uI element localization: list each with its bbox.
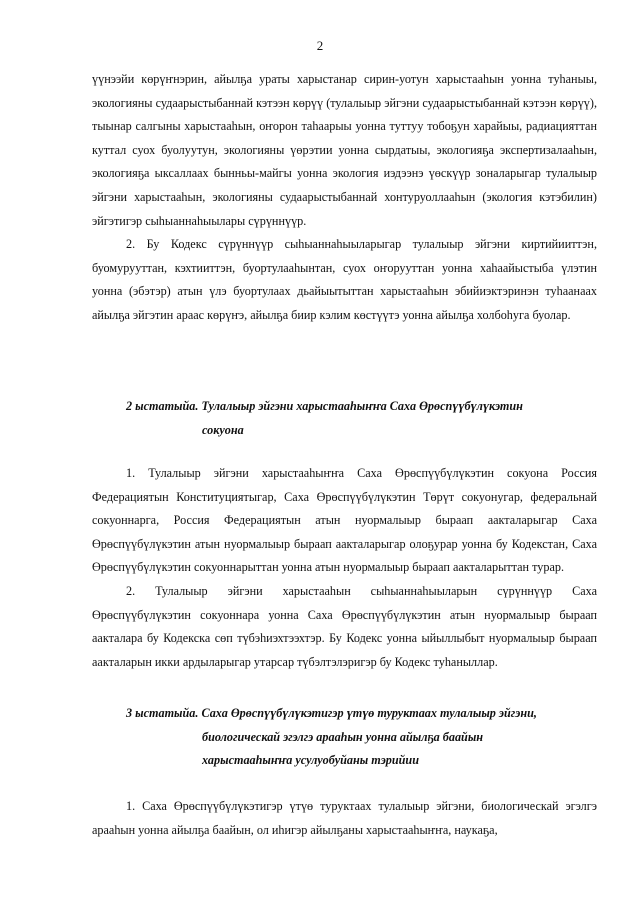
paragraph: үүнээйи көрүҥнэрин, айылҕа ураты харыстанар сирин-уотун харыстааһын уонна туһаныы, экологияны судаарыстыбаннай кэтээн көрүү (тулалыыр эйгэни судаарыстыбаннай кэтээн көрүү), тыынар салгыны харыстааһын, оҥорон таһаарыы уонна туттуу тобоҕун харайыы, радиацияттан куттал суох буолуутун, экологияны үөрэтии уонна сырдатыы, экологияҕа экспертизалааһын, экологияҕа ыксаллаах бынньы-майгы уонна экология иэдээнэ үөскүүр зоналарыгар тулалыыр эйгэни харыстааһын, экологияны судаарыстыбаннай хонтуруоллааһын (экология кэтэбилин) эйгэтигэр сыһыаннаһыылары сүрүннүүр. xyxy=(92,72,597,228)
paragraph: 1. Саха Өрөспүүбүлүкэтигэр үтүө туруктаах тулалыыр эйгэни, биологическай эгэлгэ арааһын уонна айылҕа баайын, ол иһигэр айылҕаны харыстааһыҥҥа, наукаҕа, xyxy=(92,799,597,837)
heading-line: биологическай эгэлгэ арааһын уонна айылҕа баайын xyxy=(202,729,484,744)
heading-line: сокуона xyxy=(202,422,244,437)
article-2-heading xyxy=(92,395,597,442)
paragraph: 2. Тулалыыр эйгэни харыстааһын сыһыаннаһыыларын сүрүннүүр Саха Өрөспүүбүлүкэтин сокуоннара уонна Саха Өрөспүүбүлүкэтин атын нуормалыыр быраап аакталара бу Кодекска сөп түбэһиэхтээхтэр. Бу Кодекс уонна ыйыллыбыт нуормалыыр быраап аакталарын икки ардыларыгар утарсар түбэлтэлэригэр бу Кодекс туһаныллар. xyxy=(92,583,597,669)
paragraph: 1. Тулалыыр эйгэни харыстааһыҥҥа Саха Өрөспүүбүлүкэтин сокуона Россия Федерациятын Конституциятыгар, Саха Өрөспүүбүлүкэтин Төрүт сокуонугар, федеральнай сокуоннарга, Россия Федерациятын атын нуормалыыр быраап аакталарыгар Саха Өрөспүүбүлүкэтин атын нуормалыыр быраап аакталарыгар олоҕурар уонна бу Кодекстан, Саха Өрөспүүбүлүкэтин сокуоннарыттан уонна атын нуормалыыр быраап аакталарыттан турар. xyxy=(92,466,597,575)
heading-line: 2 ыстатыйа. Тулалыыр эйгэни харыстааһыҥҥа Саха Өрөспүүбүлүкэтин xyxy=(126,399,523,413)
article-2-body xyxy=(92,462,597,674)
article-1-continuation xyxy=(92,68,597,328)
article-3-heading xyxy=(92,702,597,773)
article-3-body xyxy=(92,795,597,842)
page-number: 2 xyxy=(316,38,324,53)
paragraph: 2. Бу Кодекс сүрүннүүр сыһыаннаһыыларыгар тулалыыр эйгэни киртийииттэн, буомурууттан, кэхтииттэн, буортулааһынтан, суох оҥорууттан уонна хаһаайыстыба үлэтин уонна (эбэтэр) атын үлэ буортулаах дьайыытыттан харыстааһын эбийиэктэринэн туһаанаах айылҕа эйгэтин араас көрүҥэ, айылҕа биир кэлим көстүүтэ уонна айылҕа холбоһуга буолар. xyxy=(92,237,597,322)
heading-line: харыстааһыҥҥа усулуобуйаны тэрийии xyxy=(202,753,419,768)
heading-line: 3 ыстатыйа. Саха Өрөспүүбүлүкэтигэр үтүө туруктаах тулалыыр эйгэни, xyxy=(126,706,537,720)
